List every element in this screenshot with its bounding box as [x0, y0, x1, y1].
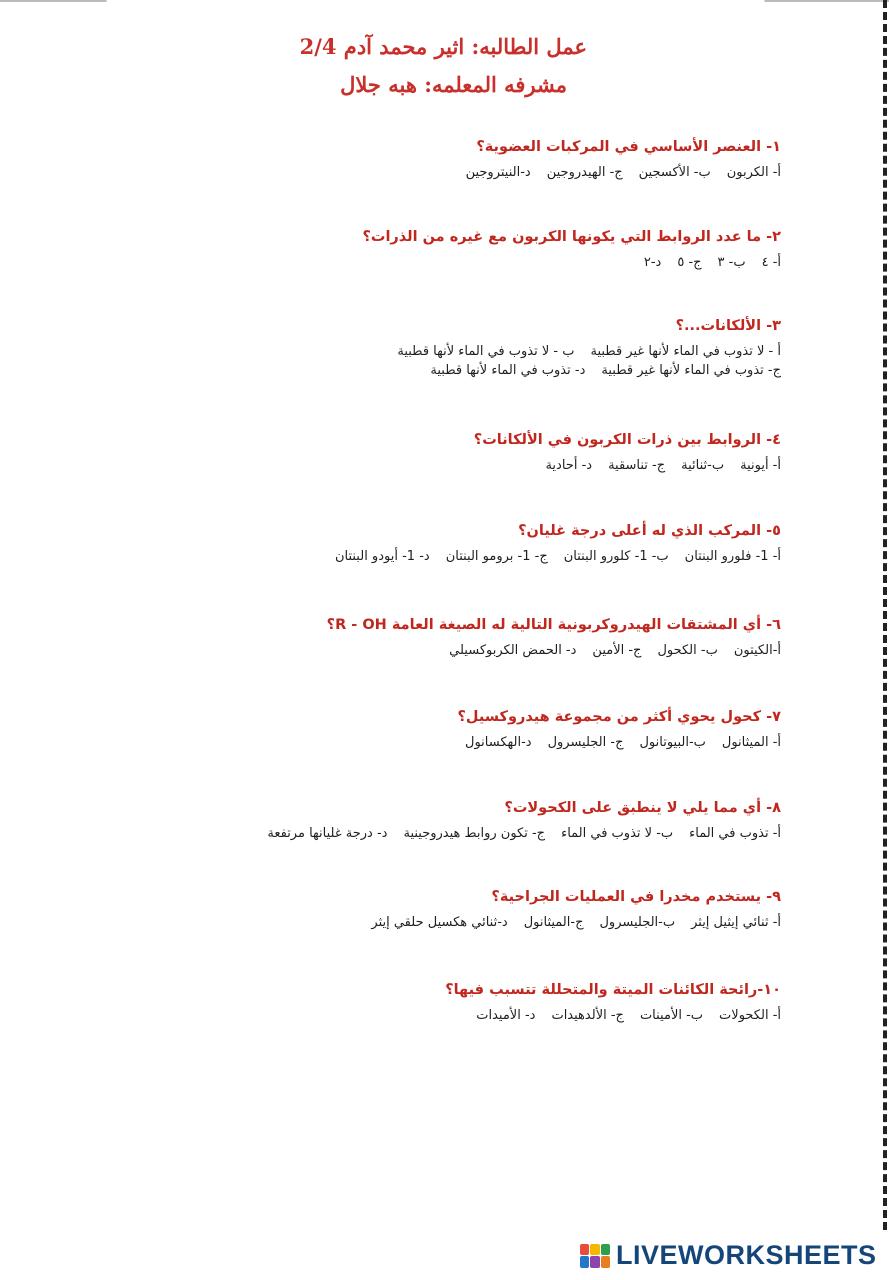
option-d[interactable]: د- تذوب في الماء لأنها قطبية [430, 363, 586, 378]
option-b[interactable]: ب- الأكسجين [638, 165, 711, 180]
question-8 [267, 798, 781, 843]
question-5 [335, 521, 781, 566]
option-b[interactable]: ب-الجليسرول [599, 915, 676, 930]
question-stem: ٥- المركب الذي له أعلى درجة غليان؟ [518, 523, 781, 539]
option-c[interactable]: ج- الجليسرول [547, 735, 624, 750]
option-c[interactable]: ج- تكون روابط هيدروجينية [403, 826, 546, 841]
options-row-2 [397, 361, 781, 380]
question-10 [445, 980, 781, 1025]
question-options [445, 1006, 781, 1025]
question-stem: ٧- كحول يحوي أكثر من مجموعة هيدروكسيل؟ [457, 709, 781, 725]
option-c[interactable]: ج-الميثانول [523, 915, 584, 930]
option-a[interactable]: أ- تذوب في الماء [689, 826, 781, 841]
option-a[interactable]: أ- ثنائي إيثيل إيثر [691, 915, 781, 930]
option-d[interactable]: د-الهكسانول [465, 735, 532, 750]
question-options [335, 547, 781, 566]
option-d[interactable]: د-ثنائي هكسيل حلقي إيثر [371, 915, 508, 930]
option-a[interactable]: أ-الكيتون [733, 643, 781, 658]
question-6 [327, 615, 781, 660]
question-options [267, 824, 781, 843]
liveworksheets-logo[interactable] [580, 1240, 877, 1271]
option-d[interactable]: د- الأميدات [476, 1008, 536, 1023]
teacher-name-line: مشرفه المعلمه: هبه جلال [340, 72, 567, 97]
option-a[interactable]: أ- الكربون [726, 165, 781, 180]
option-a[interactable]: أ- الميثانول [721, 735, 781, 750]
option-b[interactable]: ب - لا تذوب في الماء لأنها قطبية [397, 344, 575, 359]
option-c[interactable]: ج- الأمين [592, 643, 642, 658]
option-c[interactable]: ج- الهيدروجين [546, 165, 623, 180]
option-a[interactable]: أ - لا تذوب في الماء لأنها غير قطبية [590, 344, 781, 359]
option-b[interactable]: ب-ثنائية [681, 458, 725, 473]
top-rule [0, 0, 889, 2]
option-c[interactable]: ج- ٥ [677, 255, 702, 270]
question-stem: ٦- أي المشتقات الهيدروكربونية التالية له الصيغة العامة R - OH؟ [326, 617, 781, 633]
options-row-1 [397, 342, 781, 361]
question-stem: ٤- الروابط بين ذرات الكربون في الألكانات؟ [473, 432, 781, 448]
option-d[interactable]: د-النيتروجين [465, 165, 531, 180]
question-9 [371, 887, 781, 932]
question-stem: ٢- ما عدد الروابط التي يكونها الكربون مع غيره من الذرات؟ [362, 229, 781, 245]
question-stem: ١- العنصر الأساسي في المركبات العضوية؟ [476, 139, 781, 155]
option-b[interactable]: ب- ٣ [717, 255, 746, 270]
question-stem: ٨- أي مما يلي لا ينطبق على الكحولات؟ [504, 800, 781, 816]
option-b[interactable]: ب- لا تذوب في الماء [561, 826, 674, 841]
option-d[interactable]: د- الحمض الكربوكسيلي [449, 643, 577, 658]
option-a[interactable]: أ- ٤ [761, 255, 781, 270]
question-options [362, 253, 781, 272]
question-2 [362, 227, 781, 272]
question-options [371, 913, 781, 932]
option-c[interactable]: ج- تناسقية [608, 458, 666, 473]
option-b[interactable]: ب-البيوتانول [639, 735, 706, 750]
question-stem: ٣- الألكانات...؟ [675, 318, 781, 334]
option-d[interactable]: د- درجة غليانها مرتفعة [267, 826, 388, 841]
liveworksheets-grid-icon [580, 1244, 610, 1268]
question-7 [458, 707, 781, 752]
option-a[interactable]: أ- 1- فلورو البنتان [684, 549, 781, 564]
question-stem: ٩- يستخدم مخدرا في العمليات الجراحية؟ [491, 889, 781, 905]
option-b[interactable]: ب- الأمينات [639, 1008, 704, 1023]
option-b[interactable]: ب- 1- كلورو البنتان [563, 549, 669, 564]
question-1 [466, 137, 781, 182]
option-b[interactable]: ب- الكحول [657, 643, 718, 658]
student-name-line: عمل الطالبه: اثير محمد آدم 2/4 [299, 34, 587, 59]
question-options [474, 456, 781, 475]
question-options [458, 733, 781, 752]
question-stem: ١٠-رائحة الكائنات الميتة والمتحللة تتسبب فيها؟ [445, 982, 781, 998]
question-options [466, 163, 781, 182]
option-c[interactable]: ج- تذوب في الماء لأنها غير قطبية [601, 363, 781, 378]
page-dashed-border [881, 0, 887, 1230]
option-c[interactable]: ج- الألدهيدات [551, 1008, 624, 1023]
question-options [327, 641, 781, 660]
question-options [397, 342, 781, 380]
option-c[interactable]: ج- 1- برومو البنتان [445, 549, 548, 564]
question-4 [474, 430, 781, 475]
option-d[interactable]: د- أحادية [545, 458, 593, 473]
question-3 [397, 316, 781, 380]
brand-text: LIVEWORKSHEETS [616, 1240, 877, 1270]
option-d[interactable]: د-٢ [643, 255, 662, 270]
option-a[interactable]: أ- الكحولات [719, 1008, 781, 1023]
option-d[interactable]: د- 1- أيودو البنتان [334, 549, 430, 564]
option-a[interactable]: أ- أيونية [740, 458, 781, 473]
